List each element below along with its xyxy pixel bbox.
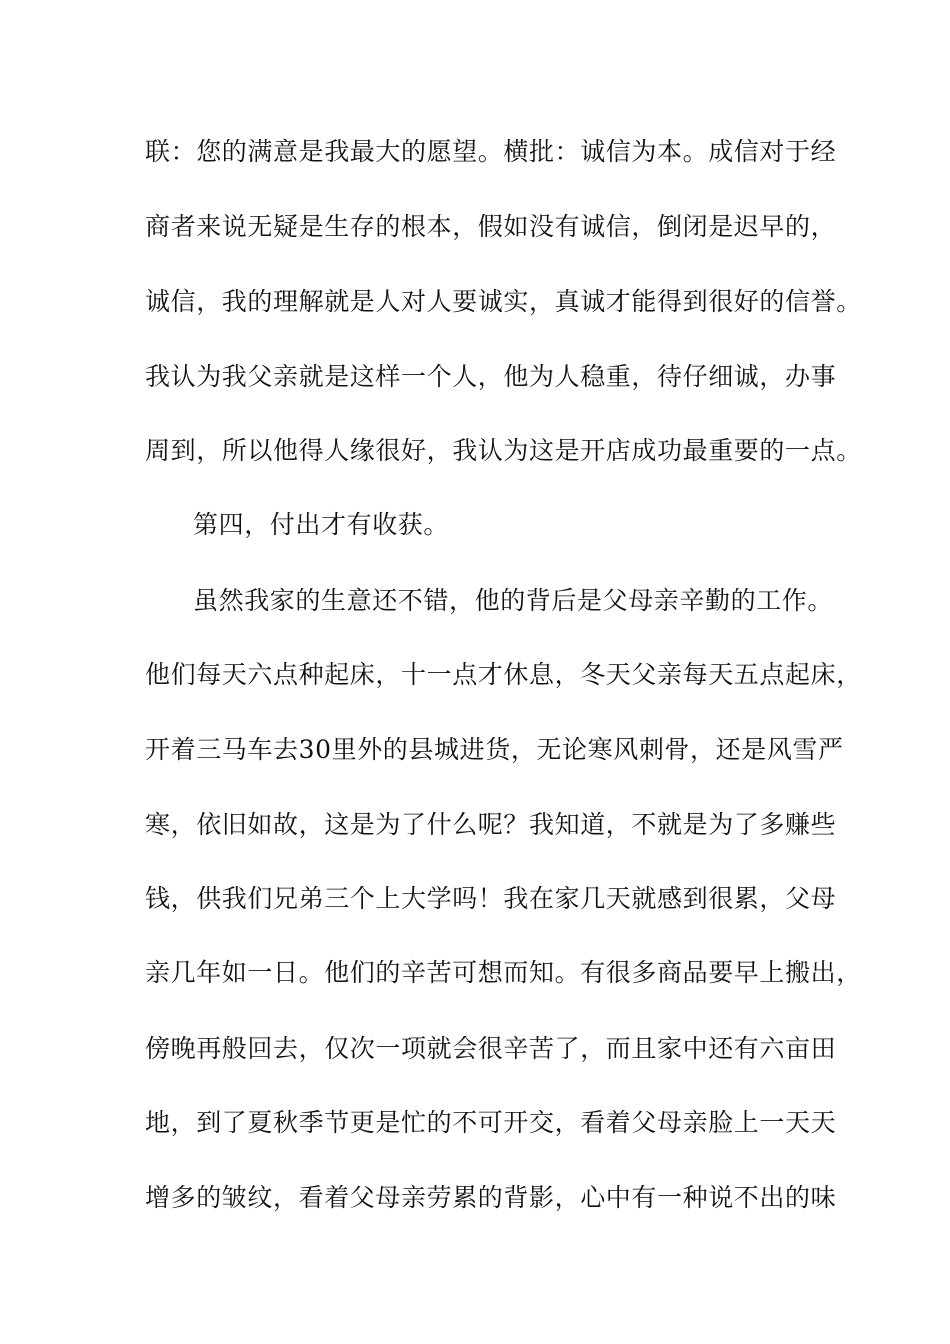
text-line-2: 商者来说无疑是生存的根本，假如没有诚信，倒闭是迟早的， xyxy=(145,212,837,241)
text-line-5: 周到，所以他得人缘很好，我认为这是开店成功最重要的一点。 xyxy=(145,436,862,465)
paragraph-start-line: 虽然我家的生意还不错，他的背后是父母亲辛勤的工作。 xyxy=(193,586,834,615)
text-line-13: 傍晚再般回去，仅次一项就会很辛苦了，而且家中还有六亩田 xyxy=(145,1034,837,1063)
text-line-4: 我认为我父亲就是这样一个人，他为人稳重，待仔细诚，办事 xyxy=(145,362,837,391)
section-heading: 第四，付出才有收获。 xyxy=(193,510,450,539)
text-line-10: 寒，依旧如故，这是为了什么呢？我知道，不就是为了多赚些 xyxy=(145,810,837,839)
text-line-15: 增多的皱纹，看着父母亲劳累的背影，心中有一种说不出的味 xyxy=(145,1183,837,1212)
text-line-1: 联：您的满意是我最大的愿望。横批：诚信为本。成信对于经 xyxy=(145,137,837,166)
text-line-3: 诚信，我的理解就是人对人要诚实，真诚才能得到很好的信誉。 xyxy=(145,287,862,316)
text-line-9: 开着三马车去30里外的县城进货，无论寒风刺骨，还是风雪严 xyxy=(145,735,844,764)
text-line-12: 亲几年如一日。他们的辛苦可想而知。有很多商品要早上搬出， xyxy=(145,958,862,987)
text-line-14: 地，到了夏秋季节更是忙的不可开交，看着父母亲脸上一天天 xyxy=(145,1108,837,1137)
text-line-11: 钱，供我们兄弟三个上大学吗！我在家几天就感到很累，父母 xyxy=(145,884,837,913)
text-line-8: 他们每天六点种起床，十一点才休息，冬天父亲每天五点起床， xyxy=(145,660,862,689)
